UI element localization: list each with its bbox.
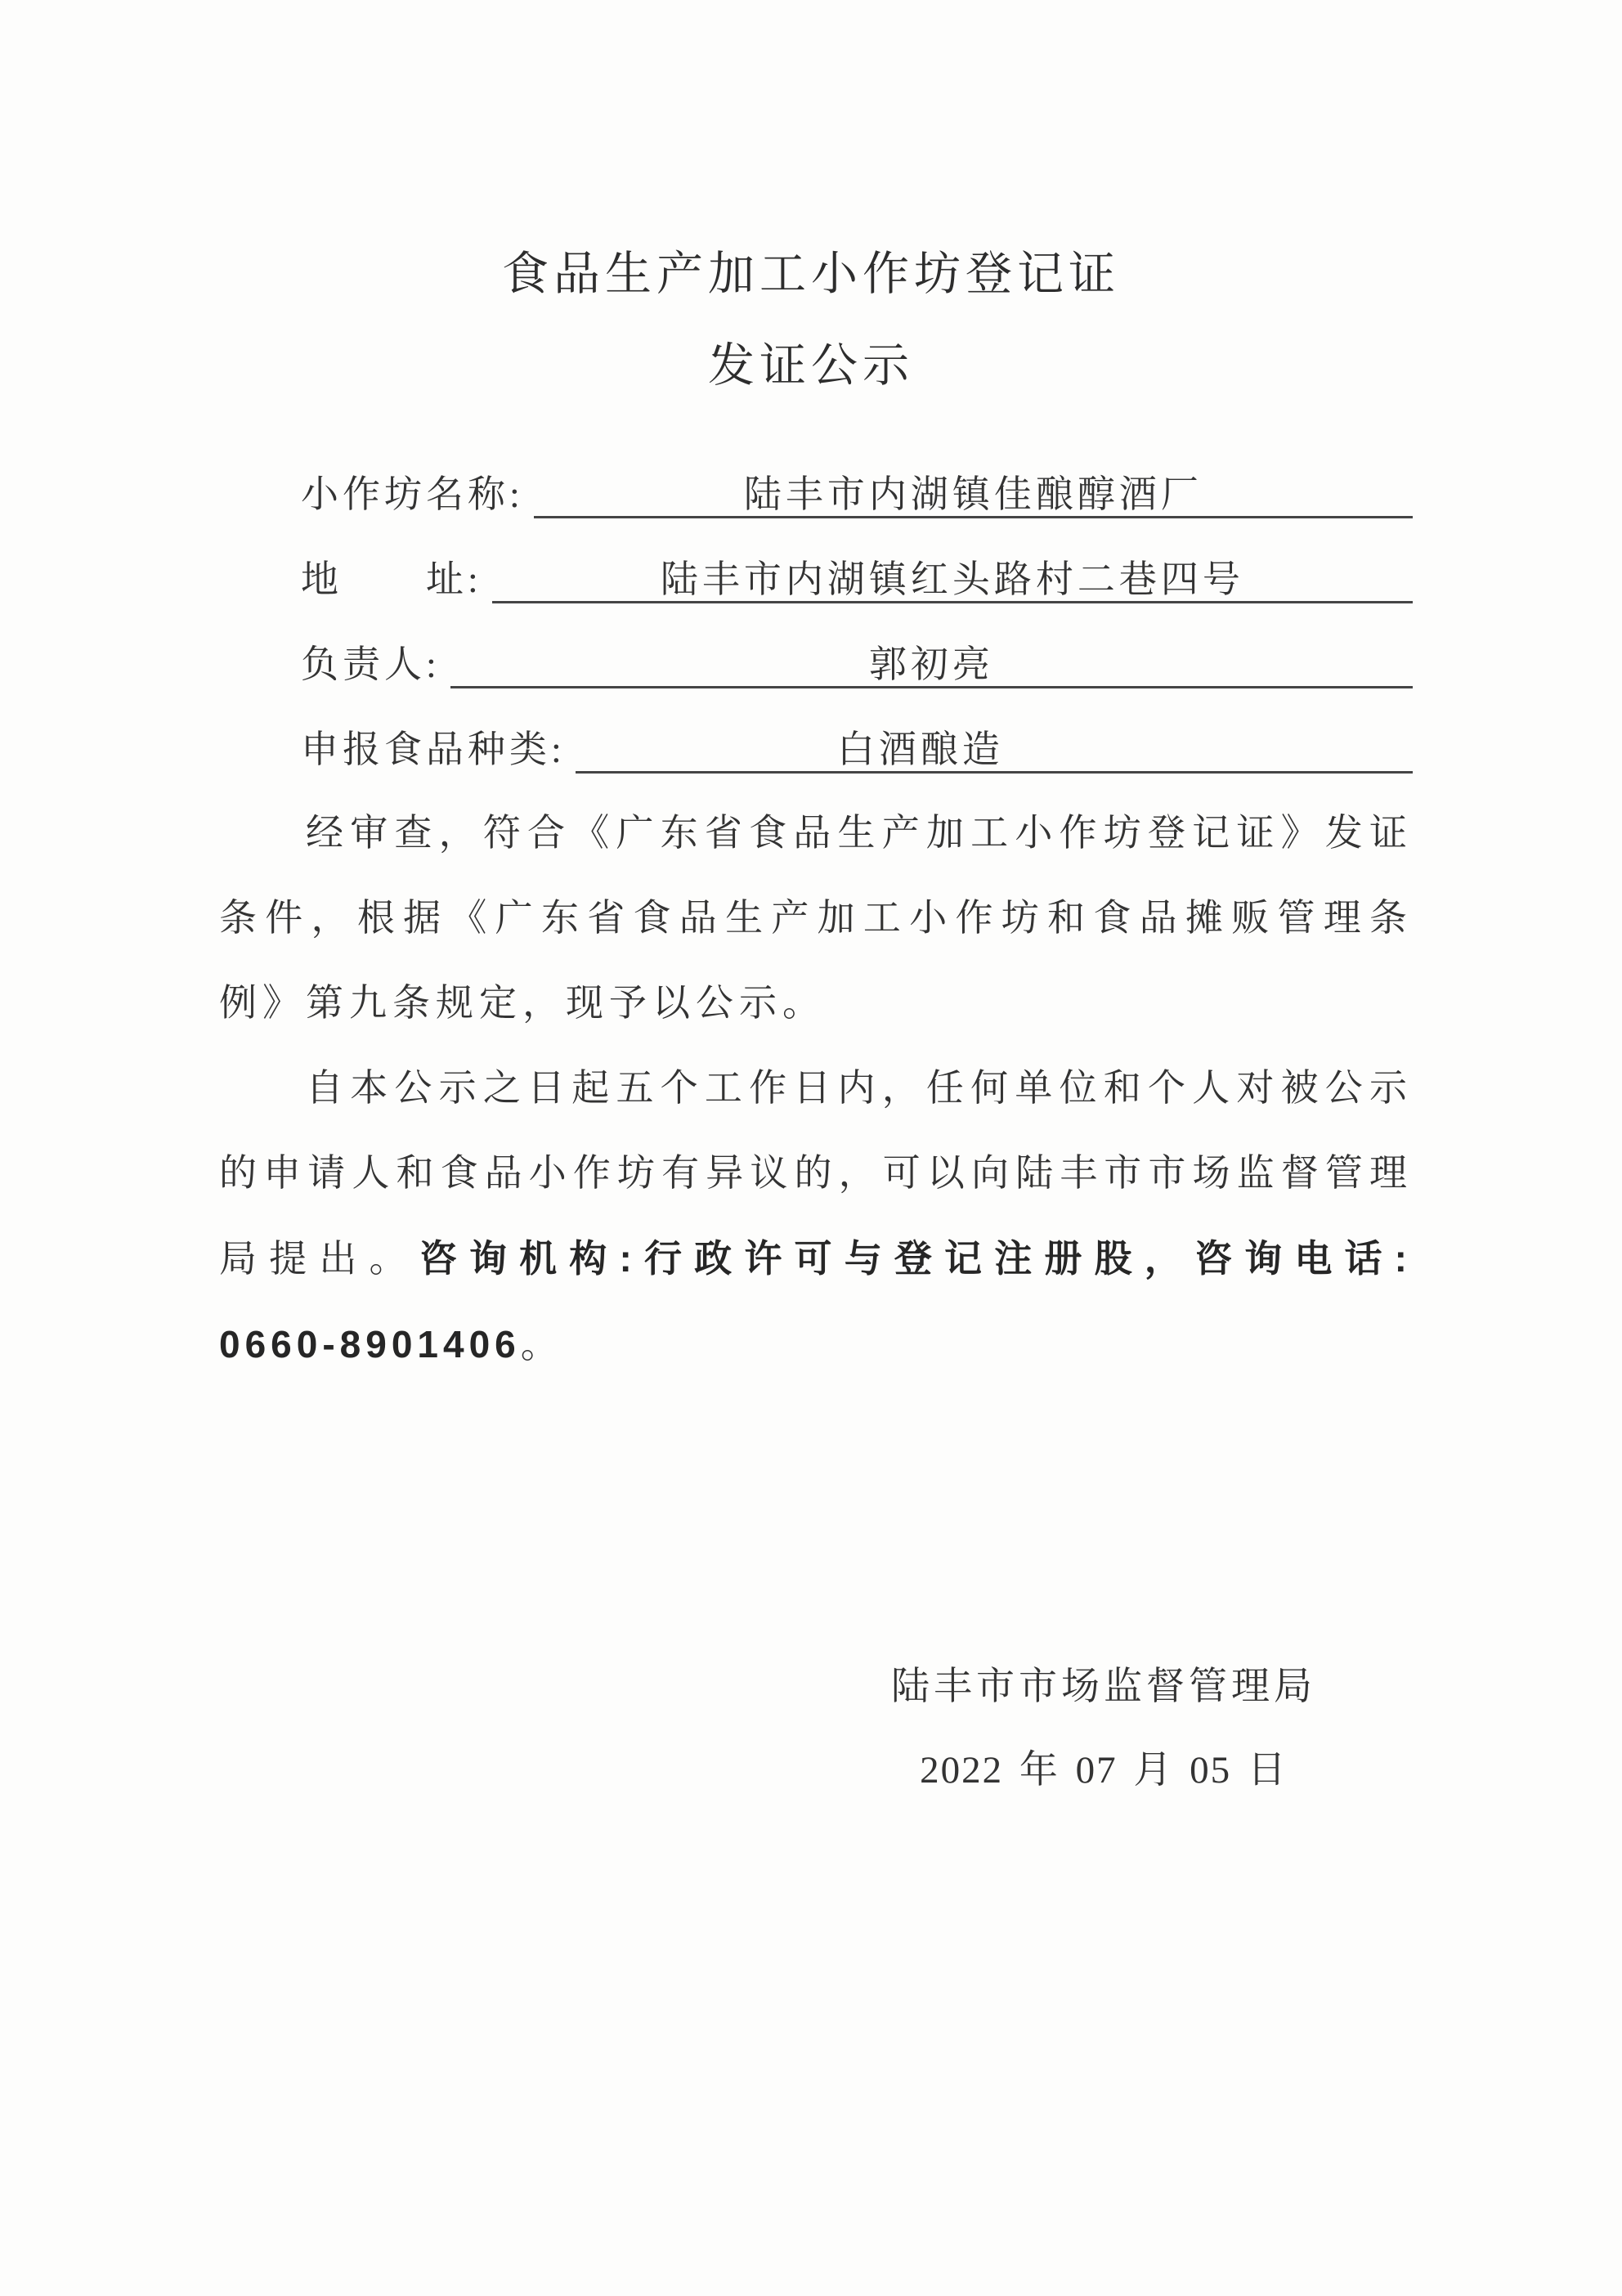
consult-phone-number: 0660-8901406	[219, 1323, 521, 1365]
announcement-body	[219, 791, 1413, 1388]
field-row-person-in-charge	[301, 644, 1413, 688]
sentence-period: 。	[520, 1324, 564, 1365]
address-value: 陆丰市内湖镇红头路村二巷四号	[492, 558, 1413, 603]
issue-date: 2022 年 07 月 05 日	[920, 1749, 1288, 1792]
paragraph-objection-notice	[219, 1046, 1413, 1388]
field-row-address	[301, 558, 1413, 603]
field-row-declared-food-type	[301, 729, 1413, 774]
doc-subtitle: 发证公示	[708, 339, 914, 392]
doc-title: 食品生产加工小作坊登记证	[502, 248, 1120, 300]
person-in-charge-value: 郭初亮	[450, 644, 1413, 688]
objection-notice-text: 自本公示之日起五个工作日内，任何单位和个人对被公示的申请人和食品小作坊有异议的，可以向陆丰市市场监督管理局提出。	[219, 1067, 1413, 1280]
workshop-name-label: 小作坊名称:	[301, 473, 524, 515]
declared-food-type-value: 白酒酿造	[576, 729, 1413, 774]
field-row-workshop-name	[301, 473, 1413, 518]
signature-block	[850, 1665, 1357, 1792]
workshop-name-value: 陆丰市内湖镇佳酿醇酒厂	[534, 473, 1413, 518]
issuing-authority: 陆丰市市场监督管理局	[891, 1666, 1316, 1708]
declared-food-type-label: 申报食品种类:	[301, 729, 566, 770]
consult-org-text: 咨询机构:行政许可与登记注册股，咨询电话:	[419, 1237, 1414, 1280]
person-in-charge-label: 负责人:	[301, 644, 441, 685]
address-label: 地 址:	[301, 558, 482, 600]
paragraph-review-approval: 经审查，符合《广东省食品生产加工小作坊登记证》发证条件，根据《广东省食品生产加工小作坊和食品摊贩管理条例》第九条规定，现予以公示。	[219, 812, 1413, 1024]
